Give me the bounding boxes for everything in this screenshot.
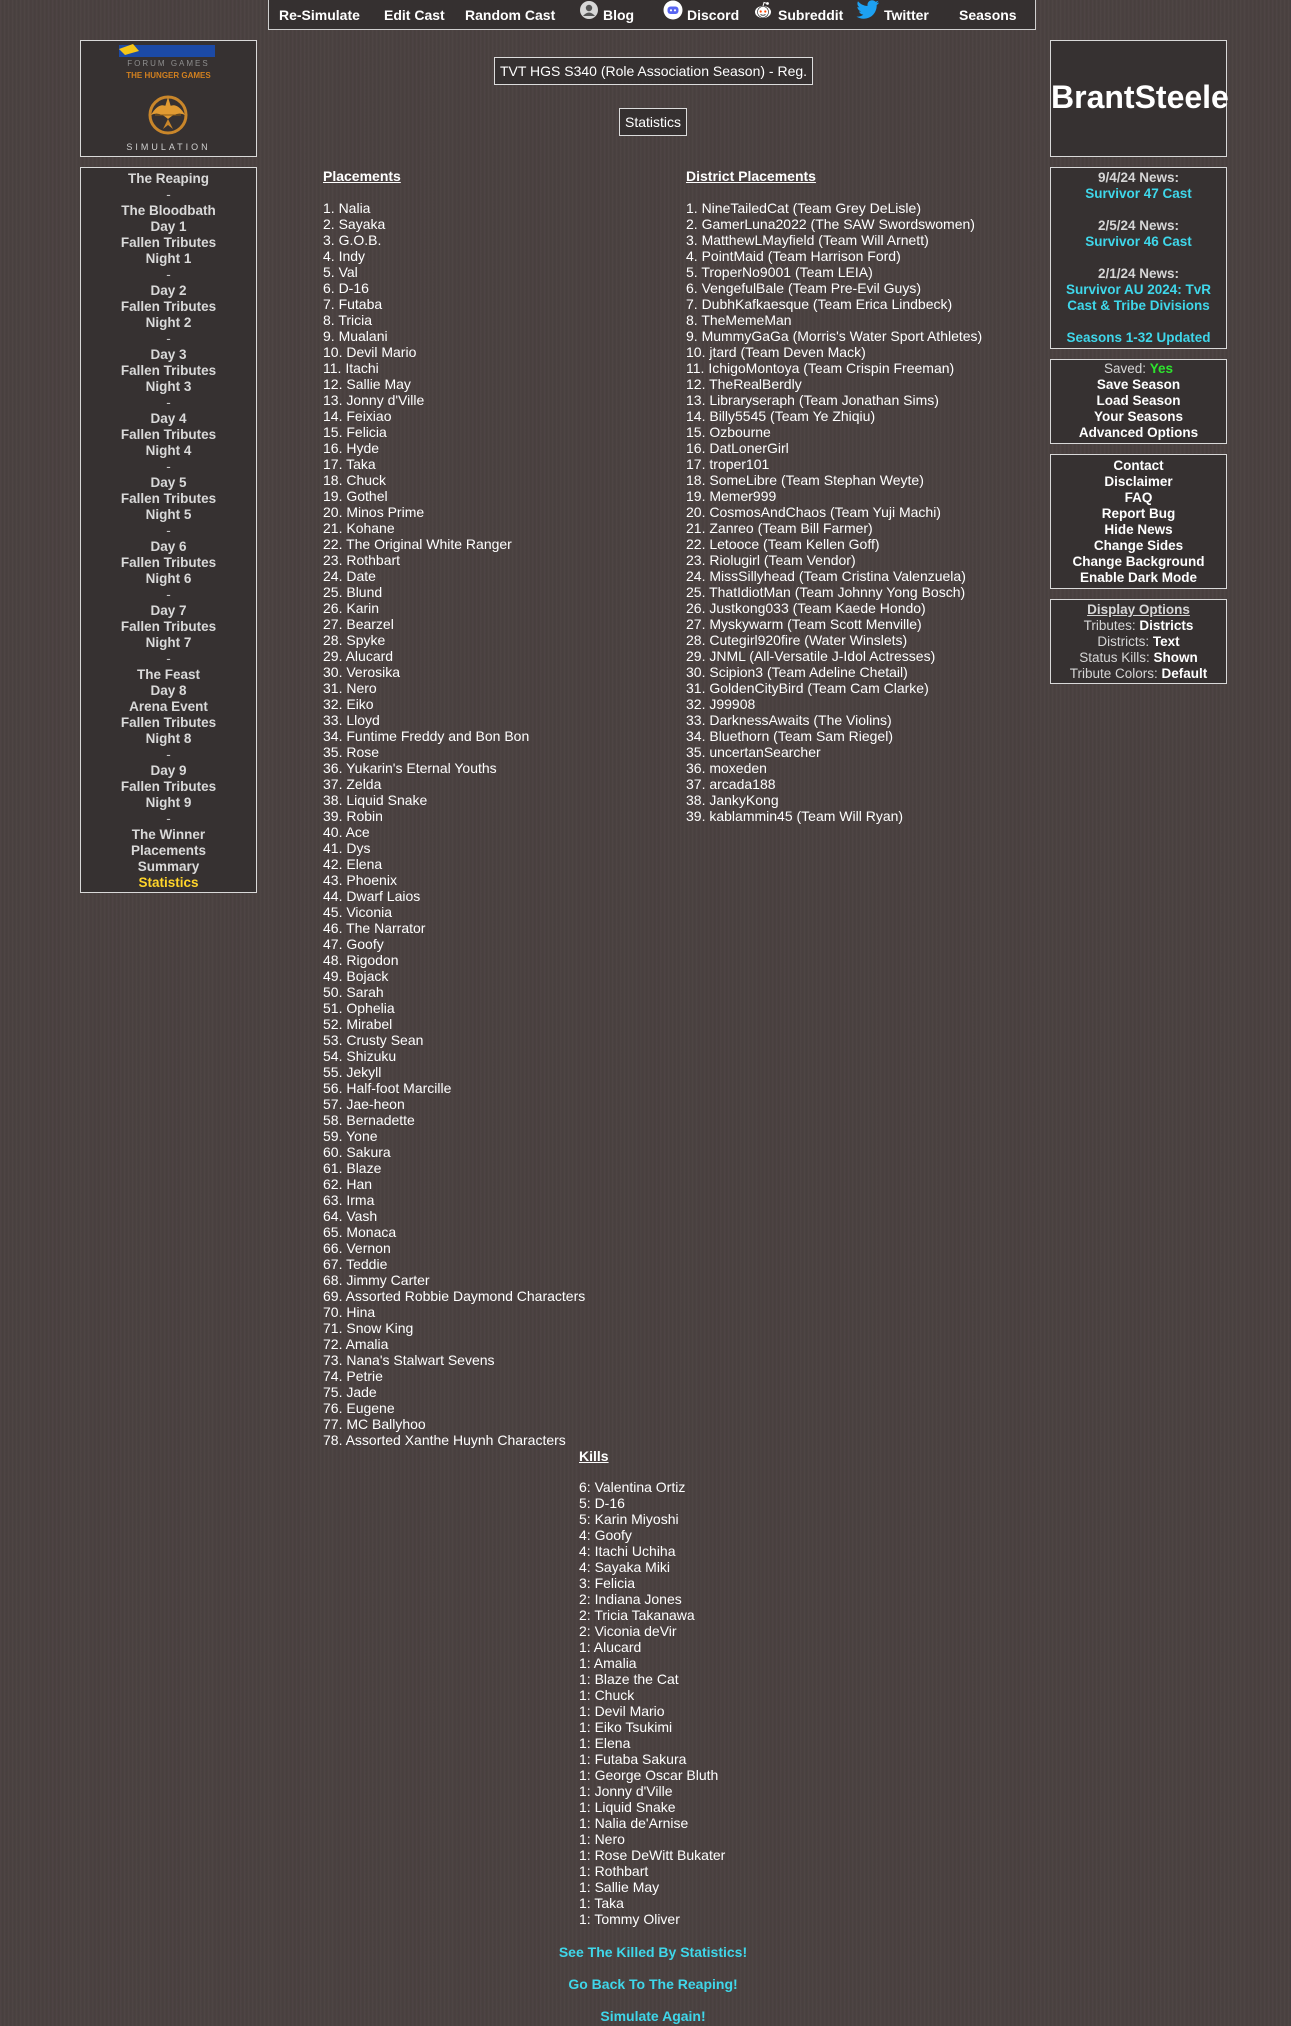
kill-count-item: 1: Futaba Sakura <box>579 1751 687 1767</box>
tribute-colors-option <box>1051 666 1226 682</box>
faq-link[interactable]: FAQ <box>1124 490 1153 505</box>
district-placement-item: 18. SomeLibre (Team Stephan Weyte) <box>686 472 924 488</box>
placement-item: 22. The Original White Ranger <box>323 536 512 552</box>
placement-item: 60. Sakura <box>323 1144 391 1160</box>
subreddit-link[interactable] <box>752 0 843 30</box>
page-title: Statistics <box>619 108 687 136</box>
left-menu-item[interactable]: Fallen Tributes <box>120 427 217 442</box>
kill-count-item: 1: Devil Mario <box>579 1703 665 1719</box>
left-menu-item[interactable]: Fallen Tributes <box>120 491 217 506</box>
site-links-box <box>1050 454 1227 589</box>
kill-count-item: 5: D-16 <box>579 1495 625 1511</box>
district-placement-item: 33. DarknessAwaits (The Violins) <box>686 712 892 728</box>
left-menu-item[interactable]: Arena Event <box>129 699 208 714</box>
district-placement-item: 22. Letooce (Team Kellen Goff) <box>686 536 880 552</box>
top-nav-bar <box>268 0 1036 30</box>
saved-status <box>1051 361 1226 377</box>
district-placement-item: 4. PointMaid (Team Harrison Ford) <box>686 248 901 264</box>
disclaimer-link[interactable]: Disclaimer <box>1104 474 1173 489</box>
left-menu-item[interactable]: The Feast <box>136 667 201 682</box>
placement-item: 52. Mirabel <box>323 1016 393 1032</box>
left-menu-item[interactable]: Night 2 <box>145 315 192 330</box>
district-placement-item: 16. DatLonerGirl <box>686 440 789 456</box>
placement-item: 61. Blaze <box>323 1160 382 1176</box>
district-placement-item: 20. CosmosAndChaos (Team Yuji Machi) <box>686 504 941 520</box>
left-menu-item[interactable]: Night 7 <box>145 635 192 650</box>
districts-option <box>1051 634 1226 650</box>
placement-item: 67. Teddie <box>323 1256 388 1272</box>
placement-item: 65. Monaca <box>323 1224 397 1240</box>
left-menu-item[interactable]: Night 9 <box>145 795 192 810</box>
left-menu-item[interactable]: Night 1 <box>145 251 192 266</box>
tributes-option-label: Tributes: <box>1083 618 1136 633</box>
left-menu-item[interactable]: Night 6 <box>145 571 192 586</box>
placement-item: 35. Rose <box>323 744 380 760</box>
news-date: 2/5/24 News: <box>1097 218 1180 233</box>
placement-item: 69. Assorted Robbie Daymond Characters <box>323 1288 586 1304</box>
placement-item: 28. Spyke <box>323 632 386 648</box>
placement-item: 66. Vernon <box>323 1240 391 1256</box>
left-menu-item[interactable]: Day 9 <box>150 763 187 778</box>
left-menu-item[interactable]: The Reaping <box>127 171 209 186</box>
placement-item: 72. Amalia <box>323 1336 389 1352</box>
random-cast-link[interactable]: Random Cast <box>465 6 556 23</box>
left-menu-item[interactable]: Placements <box>130 843 207 858</box>
placements-heading: Placements <box>323 168 401 184</box>
left-menu-item[interactable]: Fallen Tributes <box>120 363 217 378</box>
simulate-again-link[interactable]: Simulate Again! <box>600 2008 706 2024</box>
placements-list <box>323 200 585 1448</box>
placement-item: 50. Sarah <box>323 984 384 1000</box>
placement-item: 20. Minos Prime <box>323 504 425 520</box>
reddit-icon <box>752 0 774 32</box>
placement-item: 45. Viconia <box>323 904 393 920</box>
placement-item: 15. Felicia <box>323 424 387 440</box>
placement-item: 38. Liquid Snake <box>323 792 428 808</box>
district-placement-item: 37. arcada188 <box>686 776 776 792</box>
kill-count-item: 1: Alucard <box>579 1639 642 1655</box>
kill-count-item: 2: Viconia deVir <box>579 1623 677 1639</box>
district-placement-item: 17. troper101 <box>686 456 770 472</box>
placement-item: 10. Devil Mario <box>323 344 417 360</box>
news-link[interactable]: Survivor AU 2024: TvR Cast & Tribe Divisions <box>1065 282 1212 313</box>
district-placement-item: 14. Billy5545 (Team Ye Zhiqiu) <box>686 408 876 424</box>
status-kills-option-value[interactable]: Shown <box>1153 650 1198 665</box>
district-placement-item: 39. kablammin45 (Team Will Ryan) <box>686 808 904 824</box>
placement-item: 68. Jimmy Carter <box>323 1272 430 1288</box>
blog-icon <box>579 0 599 31</box>
placement-item: 73. Nana's Stalwart Sevens <box>323 1352 495 1368</box>
left-menu-item[interactable]: Night 5 <box>145 507 192 522</box>
left-menu-item[interactable]: Day 4 <box>150 411 187 426</box>
twitter-link[interactable] <box>856 0 929 30</box>
blog-link[interactable] <box>579 0 634 30</box>
left-menu-item[interactable]: Fallen Tributes <box>120 779 217 794</box>
menu-separator: - <box>166 651 171 666</box>
tribute-colors-option-value[interactable]: Default <box>1161 666 1208 681</box>
contact-link[interactable]: Contact <box>1113 458 1164 473</box>
season-title: TVT HGS S340 (Role Association Season) - Reg. <box>494 57 813 85</box>
edit-cast-link[interactable]: Edit Cast <box>384 6 445 23</box>
menu-separator: - <box>166 587 171 602</box>
menu-separator: - <box>166 747 171 762</box>
placement-item: 59. Yone <box>323 1128 378 1144</box>
placement-item: 19. Gothel <box>323 488 388 504</box>
district-placement-item: 19. Memer999 <box>686 488 777 504</box>
news-box <box>1050 167 1227 349</box>
district-placement-item: 25. ThatIdiotMan (Team Johnny Yong Bosch) <box>686 584 966 600</box>
kill-count-item: 1: Blaze the Cat <box>579 1671 679 1687</box>
kills-heading: Kills <box>579 1448 609 1464</box>
kill-count-item: 1: Jonny d'Ville <box>579 1783 673 1799</box>
placement-item: 46. The Narrator <box>323 920 426 936</box>
left-menu-item[interactable]: Fallen Tributes <box>120 299 217 314</box>
kill-count-item: 1: Liquid Snake <box>579 1799 676 1815</box>
tributes-option-value[interactable]: Districts <box>1139 618 1194 633</box>
district-placement-item: 38. JankyKong <box>686 792 779 808</box>
placement-item: 75. Jade <box>323 1384 377 1400</box>
left-menu-item[interactable]: Night 3 <box>145 379 192 394</box>
kill-count-item: 3: Felicia <box>579 1575 636 1591</box>
district-placement-item: 29. JNML (All-Versatile J-Idol Actresses) <box>686 648 936 664</box>
kill-count-item: 4: Sayaka Miki <box>579 1559 671 1575</box>
kill-count-item: 5: Karin Miyoshi <box>579 1511 679 1527</box>
left-menu-item[interactable]: The Bloodbath <box>121 203 216 218</box>
placement-item: 31. Nero <box>323 680 377 696</box>
news-link[interactable]: Survivor 47 Cast <box>1085 186 1192 201</box>
district-placement-item: 34. Bluethorn (Team Sam Riegel) <box>686 728 893 744</box>
save-season-link[interactable]: Save Season <box>1096 377 1181 392</box>
district-placement-item: 32. J99908 <box>686 696 756 712</box>
placement-item: 5. Val <box>323 264 358 280</box>
saved-label: Saved: <box>1103 361 1146 376</box>
district-placements-heading: District Placements <box>686 168 816 184</box>
your-seasons-link[interactable]: Your Seasons <box>1093 409 1184 424</box>
placement-item: 37. Zelda <box>323 776 382 792</box>
district-placement-item: 21. Zanreo (Team Bill Farmer) <box>686 520 873 536</box>
district-placement-item: 7. DubhKafkaesque (Team Erica Lindbeck) <box>686 296 953 312</box>
districts-option-value[interactable]: Text <box>1152 634 1180 649</box>
menu-separator: - <box>166 395 171 410</box>
placement-item: 78. Assorted Xanthe Huynh Characters <box>323 1432 566 1448</box>
menu-separator: - <box>166 459 171 474</box>
district-placement-item: 26. Justkong033 (Team Kaede Hondo) <box>686 600 926 616</box>
placement-item: 23. Rothbart <box>323 552 401 568</box>
display-options-title[interactable]: Display Options <box>1087 602 1190 617</box>
placement-item: 16. Hyde <box>323 440 380 456</box>
brand-box[interactable] <box>1050 40 1227 157</box>
placement-item: 54. Shizuku <box>323 1048 397 1064</box>
menu-separator: - <box>166 523 171 538</box>
district-placement-item: 8. TheMemeMan <box>686 312 792 328</box>
district-placement-item: 35. uncertanSearcher <box>686 744 821 760</box>
placement-item: 1. Nalia <box>323 200 371 216</box>
load-season-link[interactable]: Load Season <box>1096 393 1181 408</box>
enable-dark-mode-link[interactable]: Enable Dark Mode <box>1079 570 1198 585</box>
advanced-options-link[interactable]: Advanced Options <box>1078 425 1199 440</box>
twitter-icon <box>856 0 880 31</box>
news-date: 9/4/24 News: <box>1097 170 1180 185</box>
placement-item: 51. Ophelia <box>323 1000 395 1016</box>
district-placement-item: 10. jtard (Team Deven Mack) <box>686 344 866 360</box>
menu-separator: - <box>166 267 171 282</box>
placement-item: 49. Bojack <box>323 968 389 984</box>
kill-count-item: 6: Valentina Ortiz <box>579 1479 686 1495</box>
kill-count-item: 4: Itachi Uchiha <box>579 1543 676 1559</box>
blog-label: Blog <box>603 6 635 23</box>
district-placements-list <box>686 200 982 824</box>
left-menu-item[interactable]: Day 6 <box>150 539 187 554</box>
save-options-box <box>1050 359 1227 444</box>
logo-simulation-text: SIMULATION <box>126 142 211 152</box>
placement-item: 48. Rigodon <box>323 952 399 968</box>
placement-item: 43. Phoenix <box>323 872 397 888</box>
kill-count-item: 1: Elena <box>579 1735 631 1751</box>
placement-item: 56. Half-foot Marcille <box>323 1080 452 1096</box>
logo-box[interactable] <box>80 40 257 157</box>
placement-item: 9. Mualani <box>323 328 388 344</box>
tributes-option <box>1051 618 1226 634</box>
left-menu-item[interactable]: Day 7 <box>150 603 187 618</box>
placement-item: 29. Alucard <box>323 648 394 664</box>
placement-item: 41. Dys <box>323 840 371 856</box>
left-navigation-menu <box>80 167 257 893</box>
saved-value: Yes <box>1149 361 1174 376</box>
district-placement-item: 12. TheRealBerdly <box>686 376 802 392</box>
menu-separator: - <box>166 187 171 202</box>
district-placement-item: 13. Libraryseraph (Team Jonathan Sims) <box>686 392 939 408</box>
placement-item: 2. Sayaka <box>323 216 386 232</box>
district-placement-item: 28. Cutegirl920fire (Water Winslets) <box>686 632 908 648</box>
district-placement-item: 9. MummyGaGa (Morris's Water Sport Athletes) <box>686 328 983 344</box>
kill-count-item: 2: Tricia Takanawa <box>579 1607 695 1623</box>
kills-list <box>579 1479 725 1927</box>
menu-separator: - <box>166 811 171 826</box>
seasons-updated-link[interactable]: Seasons 1-32 Updated <box>1066 330 1211 345</box>
district-placement-item: 11. IchigoMontoya (Team Crispin Freeman) <box>686 360 955 376</box>
placement-item: 77. MC Ballyhoo <box>323 1416 426 1432</box>
placement-item: 44. Dwarf Laios <box>323 888 421 904</box>
placement-item: 74. Petrie <box>323 1368 383 1384</box>
status-kills-option-label: Status Kills: <box>1079 650 1150 665</box>
placement-item: 8. Tricia <box>323 312 373 328</box>
left-menu-item[interactable]: Fallen Tributes <box>120 715 217 730</box>
placement-item: 40. Ace <box>323 824 370 840</box>
placement-item: 25. Blund <box>323 584 383 600</box>
left-menu-item[interactable]: Night 8 <box>145 731 192 746</box>
left-menu-item[interactable]: Fallen Tributes <box>120 555 217 570</box>
left-menu-item[interactable]: Day 1 <box>150 219 187 234</box>
placement-item: 62. Han <box>323 1176 373 1192</box>
kill-count-item: 4: Goofy <box>579 1527 632 1543</box>
placement-item: 13. Jonny d'Ville <box>323 392 425 408</box>
placement-item: 30. Verosika <box>323 664 401 680</box>
kill-count-item: 1: Nero <box>579 1831 625 1847</box>
district-placement-item: 2. GamerLuna2022 (The SAW Swordswomen) <box>686 216 975 232</box>
seasons-link[interactable]: Seasons <box>959 6 1017 23</box>
discord-label: Discord <box>687 6 740 23</box>
placement-item: 26. Karin <box>323 600 380 616</box>
left-menu-item[interactable]: Statistics <box>138 875 199 890</box>
district-placement-item: 3. MatthewLMayfield (Team Will Arnett) <box>686 232 929 248</box>
subreddit-label: Subreddit <box>778 6 844 23</box>
placement-item: 6. D-16 <box>323 280 369 296</box>
placement-item: 47. Goofy <box>323 936 384 952</box>
kill-count-item: 1: Taka <box>579 1895 624 1911</box>
kill-count-item: 1: Nalia de'Arnise <box>579 1815 689 1831</box>
placement-item: 24. Date <box>323 568 376 584</box>
district-placement-item: 6. VengefulBale (Team Pre-Evil Guys) <box>686 280 921 296</box>
placement-item: 64. Vash <box>323 1208 378 1224</box>
report-bug-link[interactable]: Report Bug <box>1101 506 1176 521</box>
placement-item: 32. Eiko <box>323 696 374 712</box>
kill-count-item: 2: Indiana Jones <box>579 1591 682 1607</box>
kill-count-item: 1: Tommy Oliver <box>579 1911 680 1927</box>
placement-item: 33. Lloyd <box>323 712 380 728</box>
placement-item: 36. Yukarin's Eternal Youths <box>323 760 497 776</box>
placement-item: 27. Bearzel <box>323 616 394 632</box>
placement-item: 58. Bernadette <box>323 1112 415 1128</box>
tribute-colors-option-label: Tribute Colors: <box>1069 666 1158 681</box>
district-placement-item: 30. Scipion3 (Team Adeline Chetail) <box>686 664 908 680</box>
placement-item: 11. Itachi <box>323 360 379 376</box>
status-kills-option <box>1051 650 1226 666</box>
district-placement-item: 1. NineTailedCat (Team Grey DeLisle) <box>686 200 921 216</box>
display-options-box <box>1050 599 1227 684</box>
placement-item: 39. Robin <box>323 808 383 824</box>
district-placement-item: 5. TroperNo9001 (Team LEIA) <box>686 264 873 280</box>
placement-item: 42. Elena <box>323 856 383 872</box>
placement-item: 17. Taka <box>323 456 376 472</box>
placement-item: 7. Futaba <box>323 296 383 312</box>
logo-forum-games-text: FORUM GAMES <box>127 59 210 68</box>
placement-item: 55. Jekyll <box>323 1064 382 1080</box>
left-menu-item[interactable]: Fallen Tributes <box>120 619 217 634</box>
discord-link[interactable] <box>663 0 739 30</box>
discord-icon <box>663 0 683 31</box>
kill-count-item: 1: Chuck <box>579 1687 635 1703</box>
kill-count-item: 1: Amalia <box>579 1655 637 1671</box>
left-menu-item[interactable]: Summary <box>137 859 200 874</box>
left-menu-item[interactable]: Day 8 <box>150 683 187 698</box>
district-placement-item: 23. Riolugirl (Team Vendor) <box>686 552 856 568</box>
placement-item: 18. Chuck <box>323 472 387 488</box>
placement-item: 71. Snow King <box>323 1320 414 1336</box>
placement-item: 34. Funtime Freddy and Bon Bon <box>323 728 530 744</box>
kill-count-item: 1: George Oscar Bluth <box>579 1767 719 1783</box>
news-link[interactable]: Survivor 46 Cast <box>1085 234 1192 249</box>
placement-item: 57. Jae-heon <box>323 1096 405 1112</box>
left-menu-item[interactable]: Day 3 <box>150 347 187 362</box>
hide-news-link[interactable]: Hide News <box>1104 522 1173 537</box>
change-sides-link[interactable]: Change Sides <box>1093 538 1184 553</box>
left-menu-item[interactable]: Day 5 <box>150 475 187 490</box>
go-back-to-reaping-link[interactable]: Go Back To The Reaping! <box>568 1976 738 1992</box>
news-date: 2/1/24 News: <box>1097 266 1180 281</box>
district-placement-item: 31. GoldenCityBird (Team Cam Clarke) <box>686 680 929 696</box>
twitter-label: Twitter <box>884 6 929 23</box>
placement-item: 21. Kohane <box>323 520 395 536</box>
change-background-link[interactable]: Change Background <box>1072 554 1205 569</box>
brand-logo-text: BrantSteele <box>1051 79 1229 115</box>
district-placement-item: 15. Ozbourne <box>686 424 771 440</box>
placement-item: 53. Crusty Sean <box>323 1032 424 1048</box>
district-placement-item: 36. moxeden <box>686 760 767 776</box>
placement-item: 3. G.O.B. <box>323 232 382 248</box>
placement-item: 70. Hina <box>323 1304 376 1320</box>
left-menu-item[interactable]: The Winner <box>131 827 206 842</box>
resimulate-link[interactable]: Re-Simulate <box>279 6 360 23</box>
placement-item: 12. Sallie May <box>323 376 411 392</box>
logo-hunger-games-text: THE HUNGER GAMES <box>126 71 211 80</box>
left-menu-item[interactable]: Day 2 <box>150 283 187 298</box>
placement-item: 14. Feixiao <box>323 408 392 424</box>
kill-count-item: 1: Rose DeWitt Bukater <box>579 1847 726 1863</box>
left-menu-item[interactable]: Night 4 <box>145 443 192 458</box>
placement-item: 76. Eugene <box>323 1400 395 1416</box>
district-placement-item: 24. MissSillyhead (Team Cristina Valenzuela) <box>686 568 966 584</box>
placement-item: 63. Irma <box>323 1192 375 1208</box>
kill-count-item: 1: Rothbart <box>579 1863 649 1879</box>
menu-separator: - <box>166 331 171 346</box>
kill-count-item: 1: Eiko Tsukimi <box>579 1719 673 1735</box>
kill-count-item: 1: Sallie May <box>579 1879 660 1895</box>
district-placement-item: 27. Myskywarm (Team Scott Menville) <box>686 616 922 632</box>
placement-item: 4. Indy <box>323 248 366 264</box>
districts-option-label: Districts: <box>1097 634 1150 649</box>
killed-by-statistics-link[interactable]: See The Killed By Statistics! <box>558 1944 748 1960</box>
left-menu-item[interactable]: Fallen Tributes <box>120 235 217 250</box>
